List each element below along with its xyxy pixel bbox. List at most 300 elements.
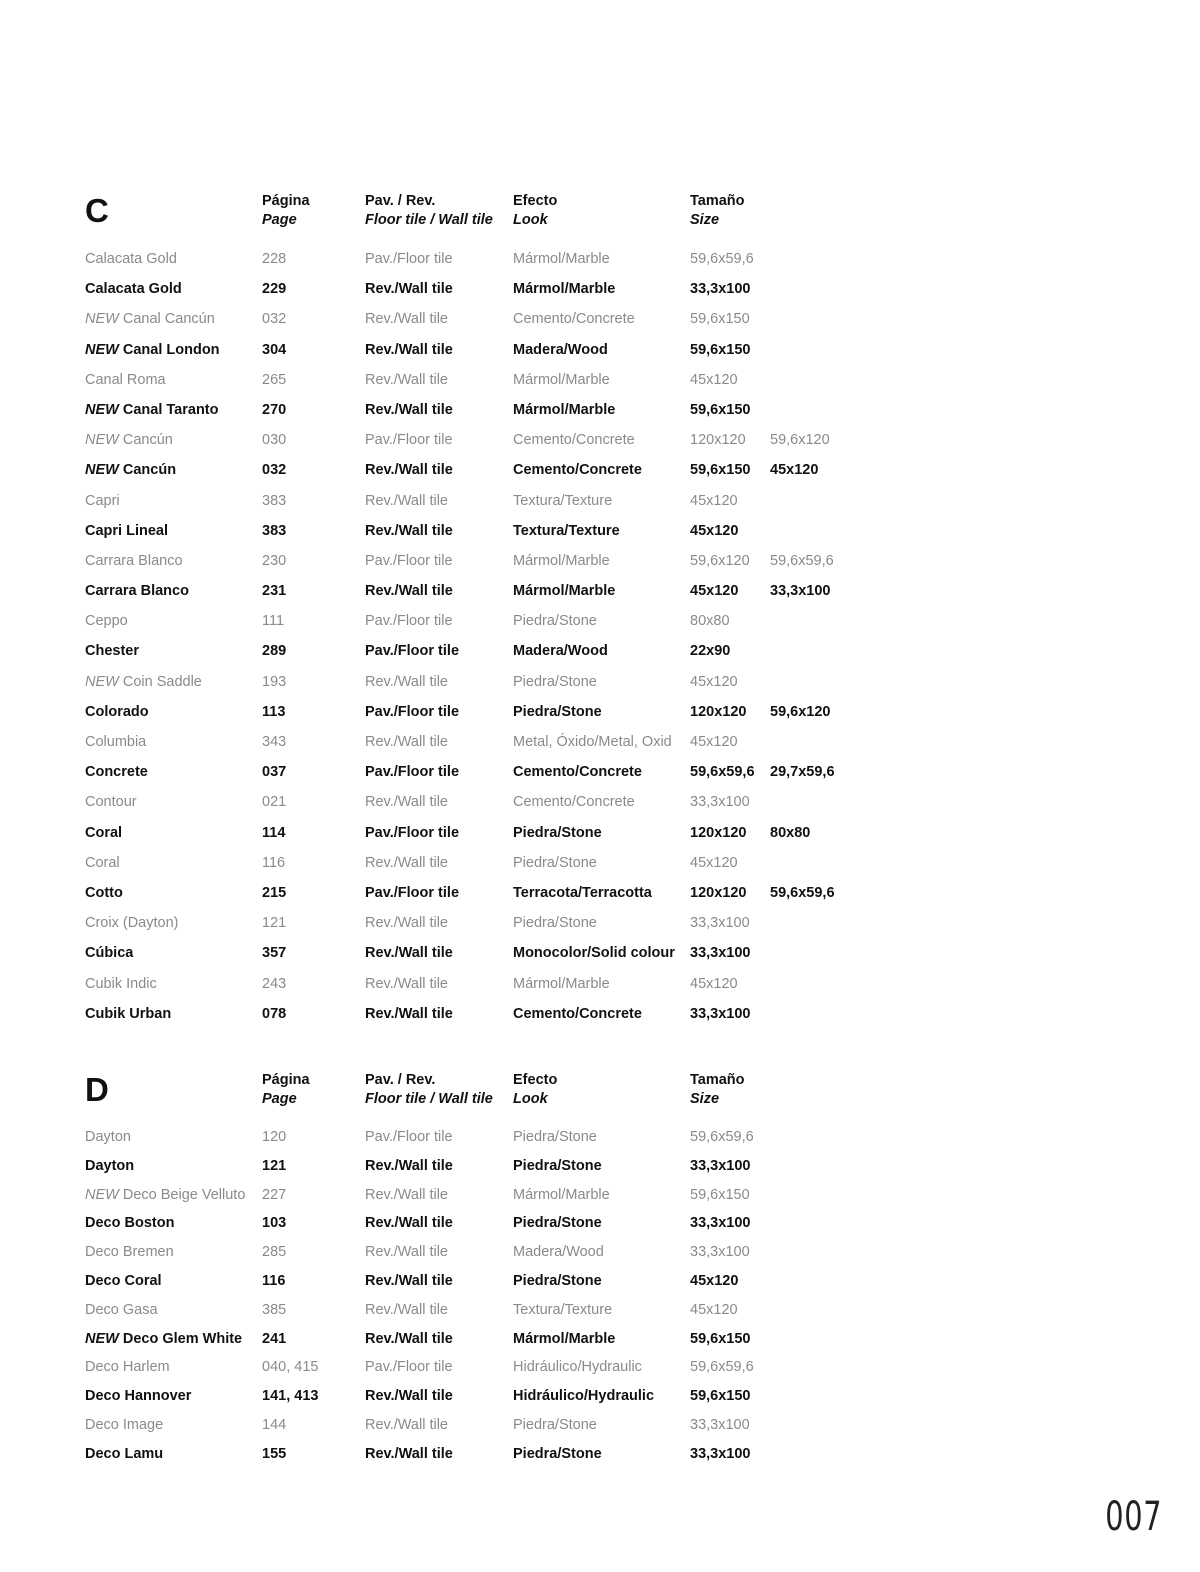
tile-size: 45x120 [690,734,738,750]
product-name-cell [85,365,166,395]
product-name-cell [85,878,123,908]
tile-size: 45x120 [690,854,738,871]
column-header-look-es: Efecto [513,1072,558,1088]
tile-look: Madera/Wood [513,341,608,358]
tile-type: Pav./Floor tile [365,1129,453,1145]
product-name-cell [85,757,148,787]
column-header-type-es: Pav. / Rev. [365,1072,436,1088]
tile-size: 80x80 [690,613,730,630]
product-name: Cúbica [85,945,134,962]
tile-size: 33,3x100 [690,794,750,811]
product-name-cell [85,908,178,938]
page-ref: 270 [262,401,287,418]
column-header-type [365,1071,493,1109]
page-ref: 021 [262,794,287,811]
column-header-size [690,1071,745,1109]
tile-size: 59,6x59,6 [690,1129,754,1145]
page-number: 007 [1104,1494,1162,1540]
page-ref: 230 [262,552,287,569]
product-name-cell [85,425,173,455]
tile-look: Textura/Texture [513,522,620,539]
product-name: Croix (Dayton) [85,915,179,932]
tile-type: Rev./Wall tile [365,945,453,962]
product-name: Deco Coral [85,1272,162,1289]
table-row [85,999,885,1029]
product-name-cell [85,486,120,516]
new-badge: NEW [85,673,119,690]
table-row [85,1267,885,1296]
page-ref: 383 [262,492,287,509]
product-name-cell [85,244,177,274]
page-ref: 383 [262,522,287,539]
product-name: Deco Beige Velluto [122,1186,246,1203]
tile-type: Pav./Floor tile [365,613,453,630]
page-ref: 141, 413 [262,1388,319,1405]
column-header-size [690,192,745,230]
tile-type: Rev./Wall tile [365,1272,453,1289]
tile-type: Rev./Wall tile [365,1416,448,1433]
product-name-cell [85,395,218,425]
tile-type: Rev./Wall tile [365,1330,453,1347]
tile-size-alt: 80x80 [770,824,811,841]
tile-look: Cemento/Concrete [513,794,635,811]
column-header-size-es: Tamaño [690,193,745,209]
tile-look: Cemento/Concrete [513,1005,642,1022]
table-row [85,1411,885,1440]
tile-type: Rev./Wall tile [365,915,448,932]
product-name-cell [85,848,120,878]
tile-size: 120x120 [690,884,747,901]
new-badge: NEW [85,432,119,449]
table-row [85,606,885,636]
tile-type: Pav./Floor tile [365,1359,453,1376]
section-d [85,1071,885,1469]
column-header-look [513,1071,557,1109]
column-header-look-es: Efecto [513,193,558,209]
tile-type: Pav./Floor tile [365,824,460,841]
column-header-look-en: Look [513,212,548,228]
page-ref: 030 [262,432,287,449]
table-row [85,546,885,576]
page-ref: 114 [262,824,286,841]
table-row [85,727,885,757]
tile-look: Mármol/Marble [513,583,616,600]
tile-type: Pav./Floor tile [365,884,460,901]
product-name: Canal Cancún [122,311,215,328]
product-name-cell [85,304,215,334]
tile-type: Rev./Wall tile [365,1186,448,1203]
table-row [85,1440,885,1469]
tile-size: 59,6x59,6 [690,251,754,267]
product-name: Coral [85,824,123,841]
product-name: Deco Bremen [85,1244,174,1261]
tile-type: Rev./Wall tile [365,462,453,479]
product-name: Colorado [85,703,149,720]
tile-type: Pav./Floor tile [365,552,453,569]
tile-type: Rev./Wall tile [365,1215,453,1232]
tile-look: Piedra/Stone [513,613,597,630]
tile-size: 59,6x150 [690,311,750,328]
tile-look: Metal, Óxido/Metal, Oxid [513,734,672,750]
tile-size: 22x90 [690,643,731,660]
product-name-cell [85,335,220,365]
page-ref: 116 [262,854,286,871]
page-ref: 113 [262,703,286,720]
product-name: Deco Boston [85,1215,175,1232]
table-row [85,274,885,304]
page-ref: 111 [262,613,285,630]
product-name-cell [85,576,189,606]
tile-size: 45x120 [690,583,739,600]
product-name: Canal Taranto [122,401,219,418]
column-header-type [365,192,493,230]
column-header-size-en: Size [690,1091,720,1107]
section-header [85,192,885,244]
tile-size: 45x120 [690,1301,738,1318]
column-header-look [513,192,557,230]
page-ref: 215 [262,884,287,901]
column-header-page-en: Page [262,1091,297,1107]
product-name-cell [85,1440,163,1469]
tile-size-alt: 59,6x59,6 [770,552,834,569]
product-name-cell [85,546,183,576]
tile-type: Rev./Wall tile [365,673,448,690]
table-row [85,848,885,878]
page-ref: 285 [262,1244,287,1261]
tile-look: Madera/Wood [513,643,608,660]
tile-size: 59,6x59,6 [690,764,755,781]
product-name: Coral [85,854,120,871]
new-badge: NEW [85,462,119,479]
table-row [85,1296,885,1325]
product-name: Concrete [85,764,148,781]
tile-size: 45x120 [690,371,738,388]
product-name: Chester [85,643,139,660]
tile-size-alt: 59,6x120 [770,432,830,449]
product-name: Deco Harlem [85,1359,170,1376]
table-row [85,455,885,485]
tile-size: 120x120 [690,432,746,449]
page-ref: 357 [262,945,287,962]
product-name-cell [85,606,128,636]
column-header-type-es: Pav. / Rev. [365,193,436,209]
table-row [85,576,885,606]
tile-look: Mármol/Marble [513,1186,610,1203]
tile-size: 45x120 [690,975,738,992]
tile-size: 33,3x100 [690,1157,751,1174]
page-ref: 343 [262,734,287,750]
table-row [85,1353,885,1382]
product-name-cell [85,1209,174,1238]
table-row [85,1382,885,1411]
page-ref: 037 [262,764,287,781]
product-name: Dayton [85,1157,135,1174]
table-row [85,757,885,787]
column-header-page-es: Página [262,1072,310,1088]
column-header-page [262,1071,310,1109]
tile-look: Textura/Texture [513,492,613,509]
tile-type: Rev./Wall tile [365,794,448,811]
table-row [85,365,885,395]
tile-look: Textura/Texture [513,1301,613,1318]
tile-size: 45x120 [690,492,738,509]
tile-size: 33,3x100 [690,1244,750,1261]
tile-size: 33,3x100 [690,1445,751,1462]
tile-size-alt: 33,3x100 [770,583,831,600]
page-ref: 155 [262,1445,287,1462]
page-ref: 078 [262,1005,287,1022]
tile-look: Terracota/Terracotta [513,884,652,901]
tile-size: 59,6x150 [690,401,751,418]
page-ref: 231 [262,583,287,600]
page-ref: 265 [262,371,287,388]
tile-type: Pav./Floor tile [365,251,453,267]
tile-type: Rev./Wall tile [365,734,448,750]
tile-size-alt: 59,6x120 [770,703,831,720]
table-row [85,395,885,425]
tile-size: 45x120 [690,1272,739,1289]
tile-look: Piedra/Stone [513,824,602,841]
product-name-cell [85,787,137,817]
product-name-cell [85,1325,242,1354]
product-name-cell [85,516,168,546]
tile-look: Cemento/Concrete [513,432,635,449]
table-row [85,1325,885,1354]
section-header [85,1071,885,1123]
tile-look: Madera/Wood [513,1244,604,1261]
tile-look: Piedra/Stone [513,1129,597,1145]
product-name: Carrara Blanco [85,583,189,600]
product-name-cell [85,1382,191,1411]
page-ref: 116 [262,1272,286,1289]
product-name-cell [85,938,133,968]
product-name-cell [85,969,157,999]
tile-size-alt: 45x120 [770,462,819,479]
tile-look: Piedra/Stone [513,1215,602,1232]
tile-size: 59,6x59,6 [690,1359,754,1376]
product-name: Deco Gasa [85,1301,158,1318]
product-name-cell [85,999,171,1029]
table-row [85,787,885,817]
tile-look: Piedra/Stone [513,915,597,932]
tile-type: Rev./Wall tile [365,1157,453,1174]
column-header-size-en: Size [690,212,720,228]
product-name-cell [85,274,182,304]
new-badge: NEW [85,401,119,418]
tile-type: Rev./Wall tile [365,1005,453,1022]
product-name-cell [85,818,122,848]
tile-type: Rev./Wall tile [365,1445,453,1462]
tile-type: Rev./Wall tile [365,492,448,509]
product-name: Deco Lamu [85,1445,164,1462]
tile-size: 33,3x100 [690,281,751,298]
product-name-cell [85,727,146,757]
tile-type: Rev./Wall tile [365,583,453,600]
tile-type: Rev./Wall tile [365,854,448,871]
page-ref: 103 [262,1215,287,1232]
tile-size: 59,6x150 [690,1388,751,1405]
page-ref: 121 [262,1157,287,1174]
page-ref: 243 [262,975,287,992]
new-badge: NEW [85,341,119,358]
tile-type: Pav./Floor tile [365,764,460,781]
tile-size: 33,3x100 [690,1005,751,1022]
tile-look: Mármol/Marble [513,552,610,569]
table-row [85,636,885,666]
page-ref: 304 [262,341,287,358]
product-name: Carrara Blanco [85,552,183,569]
product-name-cell [85,1411,163,1440]
new-badge: NEW [85,1330,119,1347]
product-name: Deco Glem White [122,1330,243,1347]
product-name: Dayton [85,1129,131,1145]
tile-size: 59,6x120 [690,552,750,569]
tile-type: Rev./Wall tile [365,341,453,358]
tile-size: 45x120 [690,522,739,539]
table-row [85,938,885,968]
table-row [85,1123,885,1152]
tile-type: Rev./Wall tile [365,1388,453,1405]
tile-type: Rev./Wall tile [365,522,453,539]
product-name-cell [85,1152,134,1181]
tile-look: Mármol/Marble [513,975,610,992]
product-name: Cancún [122,432,173,449]
tile-type: Pav./Floor tile [365,703,460,720]
product-name: Deco Hannover [85,1388,192,1405]
column-header-type-en: Floor tile / Wall tile [365,212,493,228]
table-row [85,1152,885,1181]
product-name: Calacata Gold [85,251,177,267]
page-ref: 229 [262,281,287,298]
table-row [85,908,885,938]
product-name: Cancún [122,462,177,479]
tile-look: Piedra/Stone [513,1157,602,1174]
product-name: Cubik Urban [85,1005,172,1022]
tile-type: Rev./Wall tile [365,975,448,992]
table-row [85,516,885,546]
product-name: Canal London [122,341,220,358]
page-ref: 120 [262,1129,287,1145]
tile-look: Cemento/Concrete [513,462,642,479]
tile-look: Mármol/Marble [513,401,616,418]
page-ref: 289 [262,643,287,660]
column-header-page-en: Page [262,212,297,228]
page-ref: 032 [262,311,287,328]
tile-look: Cemento/Concrete [513,311,635,328]
table-row [85,304,885,334]
product-name: Calacata Gold [85,281,182,298]
table-row [85,335,885,365]
page-ref: 032 [262,462,287,479]
tile-type: Rev./Wall tile [365,1301,448,1318]
tile-size: 33,3x100 [690,945,751,962]
product-name-cell [85,1238,174,1267]
tile-type: Pav./Floor tile [365,432,453,449]
tile-look: Piedra/Stone [513,1272,602,1289]
product-name: Coin Saddle [122,673,202,690]
page-ref: 040, 415 [262,1359,319,1376]
product-name: Capri [85,492,120,509]
tile-look: Mármol/Marble [513,1330,616,1347]
tile-look: Hidráulico/Hydraulic [513,1388,655,1405]
tile-size: 59,6x150 [690,462,751,479]
page-ref: 228 [262,251,287,267]
product-name: Capri Lineal [85,522,168,539]
product-name-cell [85,1267,162,1296]
tile-look: Piedra/Stone [513,854,597,871]
product-name-cell [85,1353,170,1382]
table-row [85,425,885,455]
column-header-look-en: Look [513,1091,548,1107]
tile-type: Rev./Wall tile [365,311,448,328]
table-row [85,1209,885,1238]
tile-size: 59,6x150 [690,1330,751,1347]
product-name: Deco Image [85,1416,164,1433]
tile-size: 33,3x100 [690,1215,751,1232]
new-badge: NEW [85,1186,119,1203]
column-header-page-es: Página [262,193,310,209]
product-name: Cubik Indic [85,975,157,992]
tile-type: Rev./Wall tile [365,1244,448,1261]
tile-size: 59,6x150 [690,1186,750,1203]
tile-look: Monocolor/Solid colour [513,945,675,962]
product-name-cell [85,1123,131,1152]
tile-look: Cemento/Concrete [513,764,642,781]
product-name: Ceppo [85,613,128,630]
page-ref: 144 [262,1416,287,1433]
tile-look: Mármol/Marble [513,281,616,298]
table-row [85,667,885,697]
product-name-cell [85,1296,158,1325]
page-ref: 121 [262,915,287,932]
tile-size: 59,6x150 [690,341,751,358]
table-row [85,697,885,727]
tile-type: Rev./Wall tile [365,371,448,388]
tile-size-alt: 59,6x59,6 [770,884,835,901]
product-name: Columbia [85,734,147,750]
tile-look: Piedra/Stone [513,1416,597,1433]
table-row [85,818,885,848]
tile-size: 120x120 [690,703,747,720]
product-name: Cotto [85,884,123,901]
page-ref: 227 [262,1186,287,1203]
table-row [85,878,885,908]
column-header-type-en: Floor tile / Wall tile [365,1091,493,1107]
product-name-cell [85,697,149,727]
tile-look: Piedra/Stone [513,1445,602,1462]
column-header-page [262,192,310,230]
tile-type: Rev./Wall tile [365,281,453,298]
tile-look: Mármol/Marble [513,251,610,267]
table-row [85,1181,885,1210]
new-badge: NEW [85,311,119,328]
tile-size: 33,3x100 [690,1416,750,1433]
page-ref: 241 [262,1330,287,1347]
product-name-cell [85,455,176,485]
tile-look: Hidráulico/Hydraulic [513,1359,642,1376]
page-ref: 385 [262,1301,287,1318]
tile-look: Piedra/Stone [513,673,597,690]
table-row [85,1238,885,1267]
section-letter: C [85,192,109,229]
section-letter: D [85,1071,109,1108]
table-row [85,486,885,516]
table-row [85,969,885,999]
tile-look: Piedra/Stone [513,703,602,720]
product-name-cell [85,636,139,666]
product-name-cell [85,667,202,697]
section-c [85,192,885,1029]
